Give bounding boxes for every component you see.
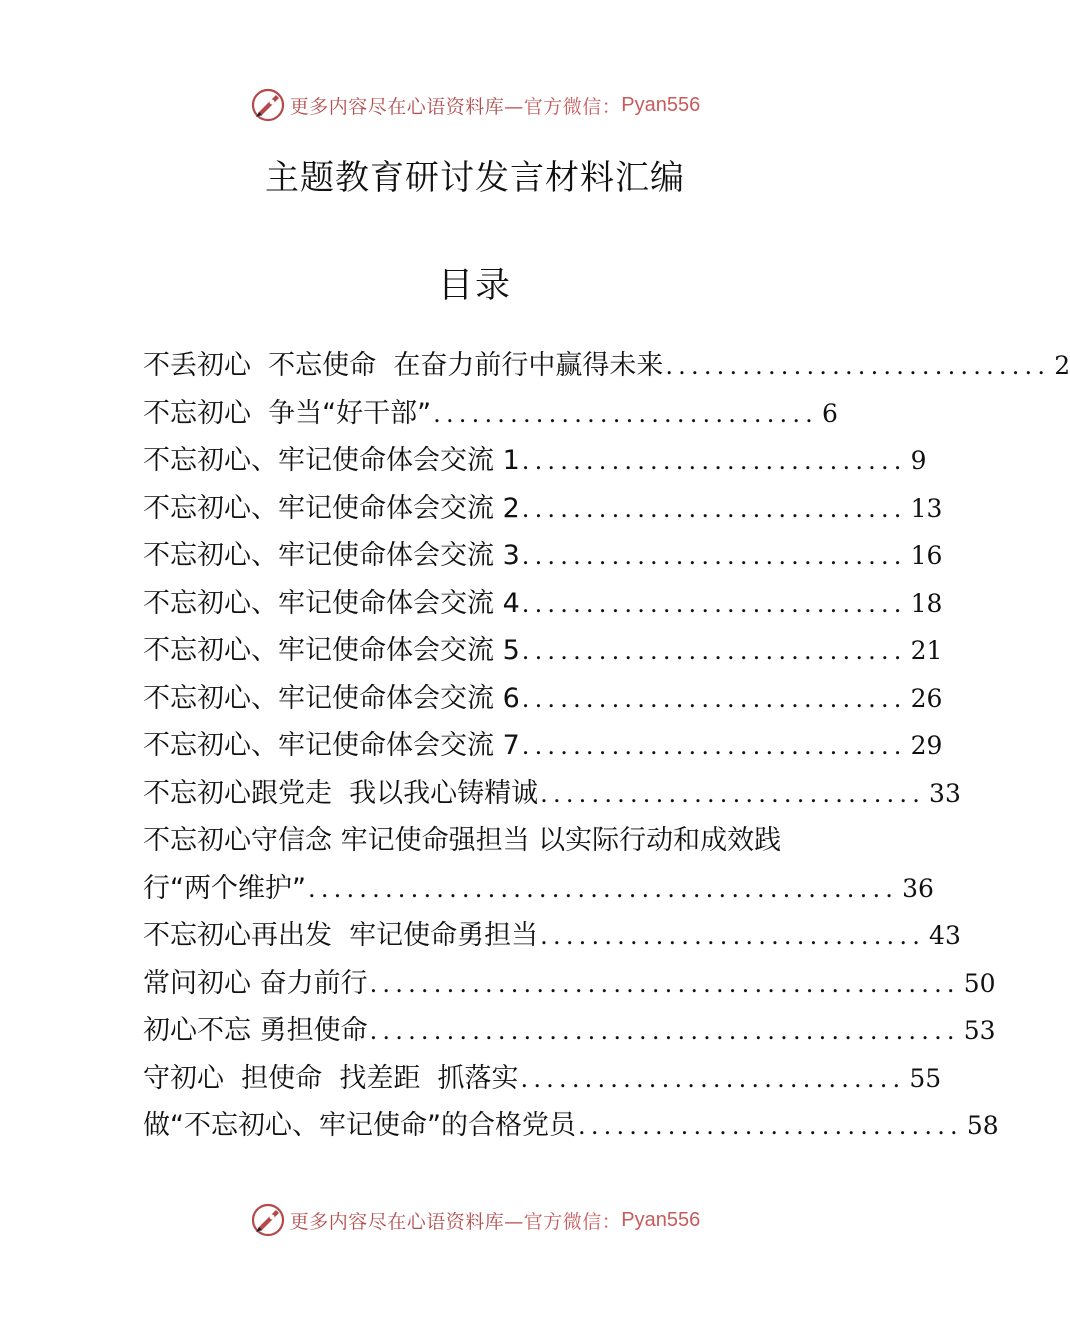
toc-entry[interactable] [143, 532, 943, 580]
toc-page-number: 18 [910, 588, 943, 618]
dot-leader: .............................. [520, 1064, 906, 1093]
toc-entry-title: 不忘初心、牢记使命体会交流 4 [143, 587, 520, 619]
dot-leader: .............................. [521, 447, 907, 475]
dot-leader: .............................................. [369, 969, 960, 998]
toc-entry-title-line2: 行“两个维护” [143, 872, 306, 904]
toc-page-number: 58 [966, 1111, 999, 1140]
toc-entry[interactable] [143, 627, 943, 675]
dot-leader: .............................. [521, 494, 907, 523]
header-watermark-banner [0, 85, 950, 125]
toc-entry[interactable] [143, 722, 943, 770]
toc-page-number: 9 [910, 446, 927, 475]
toc-entry-title: 守初心 担使命 找差距 抓落实 [143, 1062, 519, 1094]
toc-entry-title: 做“不忘初心、牢记使命”的合格党员 [143, 1110, 576, 1141]
toc-page-number: 55 [909, 1063, 942, 1093]
toc-entry-title-line1: 不忘初心守信念 牢记使命强担当 以实际行动和成效践 [143, 825, 782, 856]
toc-page-number: 21 [910, 636, 943, 665]
toc-page-number: 13 [910, 493, 943, 523]
toc-entry-title: 不丢初心 不忘使命 在奋力前行中赢得未来 [143, 350, 664, 381]
toc-entry[interactable] [143, 912, 961, 960]
toc-page-number: 50 [963, 968, 996, 998]
pen-logo-icon [250, 1202, 286, 1238]
toc-page-number: 43 [929, 921, 961, 950]
toc-entry[interactable] [143, 817, 934, 912]
toc-page-number: 53 [963, 1016, 996, 1045]
toc-entry-title: 不忘初心跟党走 我以我心铸精诚 [143, 777, 539, 809]
toc-page-number: 26 [910, 683, 943, 713]
toc-entry[interactable] [143, 1007, 996, 1055]
dot-leader: .............................. [521, 637, 907, 665]
banner-wechat-id: Pyan556 [621, 1208, 701, 1231]
dot-leader: .............................. [521, 732, 907, 760]
toc-page-number: 2 [1054, 351, 1070, 380]
toc-entry-title: 初心不忘 勇担使命 [143, 1015, 368, 1046]
pen-logo-icon [250, 87, 286, 123]
toc-entry[interactable] [143, 485, 943, 533]
toc-entry-title: 不忘初心、牢记使命体会交流 1 [143, 445, 520, 476]
banner-text: 更多内容尽在心语资料库— [289, 95, 524, 118]
table-of-contents [143, 342, 1070, 1150]
toc-entry-title: 不忘初心、牢记使命体会交流 5 [143, 635, 520, 666]
toc-entry-title: 不忘初心、牢记使命体会交流 6 [143, 682, 520, 714]
toc-entry-title: 常问初心 奋力前行 [143, 967, 368, 999]
banner-wechat-label: 官方微信： [523, 1210, 622, 1233]
toc-heading: 目录 [437, 266, 512, 306]
banner-wechat-label: 官方微信： [523, 95, 622, 118]
dot-leader: .............................................. [369, 1017, 960, 1045]
toc-entry-title: 不忘初心、牢记使命体会交流 7 [143, 730, 520, 761]
toc-entry-title: 不忘初心、牢记使命体会交流 2 [143, 492, 520, 524]
footer-watermark-banner [0, 1200, 950, 1240]
dot-leader: .............................. [540, 779, 926, 808]
dot-leader: .............................. [521, 684, 907, 713]
toc-entry[interactable] [143, 342, 1070, 390]
toc-entry[interactable] [143, 390, 838, 438]
toc-entry[interactable] [143, 960, 996, 1008]
toc-entry[interactable] [143, 1055, 942, 1103]
toc-entry[interactable] [143, 1102, 999, 1150]
toc-page-number: 29 [910, 731, 943, 760]
toc-entry[interactable] [143, 770, 961, 818]
banner-wechat-id: Pyan556 [621, 93, 701, 116]
toc-page-number: 16 [910, 541, 943, 570]
banner-text: 更多内容尽在心语资料库— [289, 1210, 524, 1233]
toc-entry-continuation [143, 865, 934, 913]
dot-leader: .............................. [521, 542, 907, 570]
toc-entry-title: 不忘初心、牢记使命体会交流 3 [143, 540, 520, 571]
dot-leader: .............................. [665, 352, 1051, 380]
dot-leader: .............................................. [307, 874, 899, 903]
toc-page-number: 6 [822, 398, 838, 428]
toc-entry-title: 不忘初心再出发 牢记使命勇担当 [143, 920, 539, 951]
dot-leader: .............................. [521, 589, 907, 618]
toc-page-number: 33 [929, 778, 961, 808]
toc-entry[interactable] [143, 580, 943, 628]
dot-leader: .............................. [577, 1112, 963, 1140]
toc-entry[interactable] [143, 675, 943, 723]
dot-leader: .............................. [433, 399, 819, 428]
document-title: 主题教育研讨发言材料汇编 [265, 158, 685, 198]
toc-entry[interactable] [143, 437, 927, 485]
dot-leader: .............................. [540, 922, 926, 950]
toc-entry-title: 不忘初心 争当“好干部” [143, 397, 432, 429]
toc-page-number: 36 [902, 873, 934, 903]
